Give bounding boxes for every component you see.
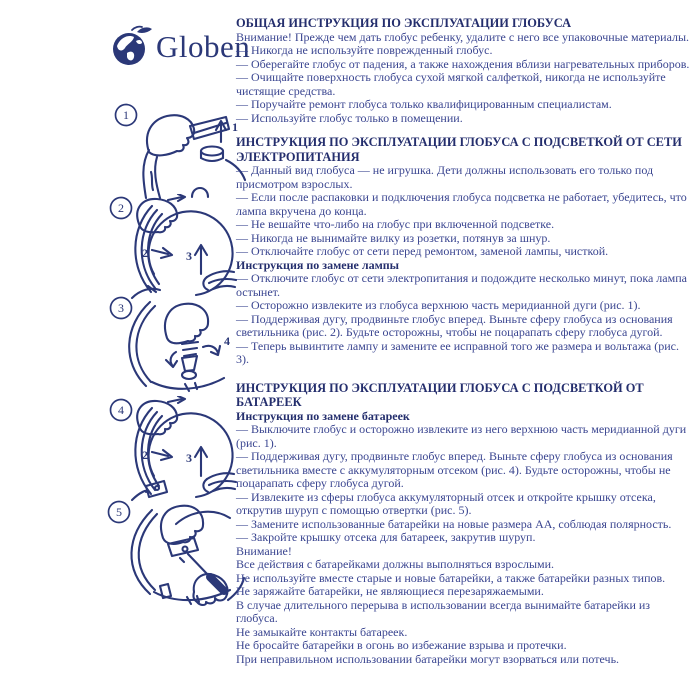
instruction-line: Внимание! Прежде чем дать глобус ребенку, удалите с него все упаковочные материалы. bbox=[236, 29, 690, 44]
instruction-line: — Используйте глобус только в помещении. bbox=[236, 110, 463, 125]
arrow-label: 3 bbox=[186, 249, 192, 263]
section-mains-power bbox=[236, 135, 693, 367]
instructions-column bbox=[236, 16, 693, 666]
brand-logo bbox=[108, 24, 250, 70]
subsection-title: Инструкция по замене батареек bbox=[236, 408, 410, 423]
instruction-line: — Данный вид глобуса — не игрушка. Дети должны использовать его только под присмотром взрослых. bbox=[236, 163, 654, 191]
hand-icon bbox=[207, 271, 234, 277]
instruction-line: — Никогда не используйте поврежденный глобус. bbox=[236, 43, 493, 57]
instruction-line: — Никогда не вынимайте вилку из розетки, потянув за шнур. bbox=[236, 230, 551, 245]
instruction-line: — Не вешайте что-либо на глобус при включенной подсветке. bbox=[236, 217, 555, 231]
section-title: ИНСТРУКЦИЯ ПО ЭКСПЛУАТАЦИИ ГЛОБУСА С ПОДСВЕТКОЙ ОТ СЕТИ ЭЛЕКТРОПИТАНИЯ bbox=[236, 135, 682, 164]
globe-icon bbox=[108, 24, 154, 70]
section-title: ИНСТРУКЦИЯ ПО ЭКСПЛУАТАЦИИ ГЛОБУСА С ПОДСВЕТКОЙ ОТ БАТАРЕЕК bbox=[236, 380, 644, 409]
section-general bbox=[236, 16, 693, 125]
section-battery-power bbox=[236, 381, 693, 667]
warning-line: В случае длительного перерыва в использовании всегда вынимайте батарейки из глобуса. bbox=[236, 597, 651, 625]
instruction-line: — Закройте крышку отсека для батареек, закрутив шуруп. bbox=[236, 530, 536, 544]
instruction-line: — Теперь вывинтите лампу и замените ее исправной того же размера и вольтажа (рис. 3). bbox=[236, 338, 679, 366]
figure-number: 5 bbox=[116, 505, 122, 519]
screwdriver-icon bbox=[188, 554, 209, 576]
lamp-threads bbox=[182, 342, 198, 356]
arrow-label: 2 bbox=[142, 448, 148, 462]
instruction-line: — Поддерживая дугу, продвиньте глобус вперед. Выньте сферу глобуса из основания светильника вместе с аккумуляторным отсеком (рис. 4). Будьте осторожны, чтобы не поцарапать сферу глобуса дугой. bbox=[236, 449, 673, 490]
arrow-label: 2 bbox=[142, 246, 148, 260]
figure-4-remove-sphere-battery bbox=[88, 396, 248, 502]
figure-3-replace-lamp bbox=[88, 294, 248, 394]
hand-icon bbox=[165, 304, 208, 344]
lamp-bulb bbox=[182, 371, 196, 379]
warning-line: Все действия с батарейками должны выполняться взрослыми. bbox=[236, 557, 555, 571]
arc-mount bbox=[201, 147, 223, 156]
warning-line: Не используйте вместе старые и новые батарейки, а также батарейки разных типов. bbox=[236, 570, 666, 585]
instruction-line: — Осторожно извлеките из глобуса верхнюю часть меридианной дуги (рис. 1). bbox=[236, 298, 641, 312]
arm-line bbox=[143, 150, 149, 198]
instruction-line: — Поручайте ремонт глобуса только квалифицированным специалистам. bbox=[236, 97, 612, 111]
instruction-line: — Оберегайте глобус от падения, а также нахождения вблизи нагревательных приборов. bbox=[236, 56, 690, 71]
arrow-label: 1 bbox=[232, 120, 238, 134]
figure-number: 1 bbox=[123, 108, 129, 122]
screw bbox=[183, 547, 188, 552]
warning-line: При неправильном использовании батарейки могут взорваться или потечь. bbox=[236, 651, 620, 666]
section-title: ОБЩАЯ ИНСТРУКЦИЯ ПО ЭКСПЛУАТАЦИИ ГЛОБУСА bbox=[236, 16, 572, 30]
instruction-line: — Замените использованные батарейки на новые размера АА, соблюдая полярность. bbox=[236, 516, 672, 531]
figure-5-open-battery-compartment bbox=[88, 496, 248, 614]
figure-2-remove-sphere bbox=[88, 194, 248, 300]
warning-title: Внимание! bbox=[236, 543, 292, 558]
figure-1-remove-meridian-top bbox=[88, 100, 248, 200]
figure-number: 2 bbox=[118, 201, 124, 215]
arrow-label: 4 bbox=[224, 334, 230, 348]
figure-number: 3 bbox=[118, 301, 124, 315]
base-shoulder bbox=[154, 590, 230, 600]
warning-line: Не заряжайте батарейки, не являющиеся перезаряжаемыми. bbox=[236, 584, 544, 598]
instruction-line: — Очищайте поверхность глобуса сухой мягкой салфеткой, никогда не используйте чистящие средства. bbox=[236, 70, 666, 98]
instruction-line: — Извлеките из сферы глобуса аккумуляторный отсек и откройте крышку отсека, открутив шуруп с помощью отвертки (рис. 5). bbox=[236, 489, 656, 517]
hand-icon bbox=[207, 473, 234, 479]
warning-line: Не замыкайте контакты батареек. bbox=[236, 624, 408, 639]
instruction-line: — Отключайте глобус от сети перед ремонтом, заменой лампы, чисткой. bbox=[236, 244, 609, 258]
lamp-socket bbox=[182, 356, 197, 371]
instruction-line: — Если после распаковки и подключения глобуса подсветка не работает, убедитесь, что лампа вкручена до конца. bbox=[236, 190, 687, 218]
hand-icon bbox=[147, 115, 194, 155]
instruction-line: — Отключите глобус от сети электропитания и подождите несколько минут, пока лампа остынет. bbox=[236, 271, 687, 299]
instruction-line: — Выключите глобус и осторожно извлеките из него верхнюю часть меридианной дуги (рис. 1). bbox=[236, 422, 687, 450]
subsection-title: Инструкция по замене лампы bbox=[236, 257, 400, 272]
figure-number: 4 bbox=[118, 403, 124, 417]
warning-line: Не бросайте батарейки в огонь во избежание взрыва и протечки. bbox=[236, 638, 567, 652]
brand-name: Globen bbox=[156, 29, 251, 64]
instruction-line: — Поддерживая дугу, продвиньте глобус вперед. Выньте сферу глобуса из основания светильника (рис. 2). Будьте осторожны, чтобы не поцарапать сферу глобуса дугой. bbox=[236, 311, 673, 339]
arrow-label: 3 bbox=[186, 451, 192, 465]
hand-icon bbox=[161, 506, 203, 544]
